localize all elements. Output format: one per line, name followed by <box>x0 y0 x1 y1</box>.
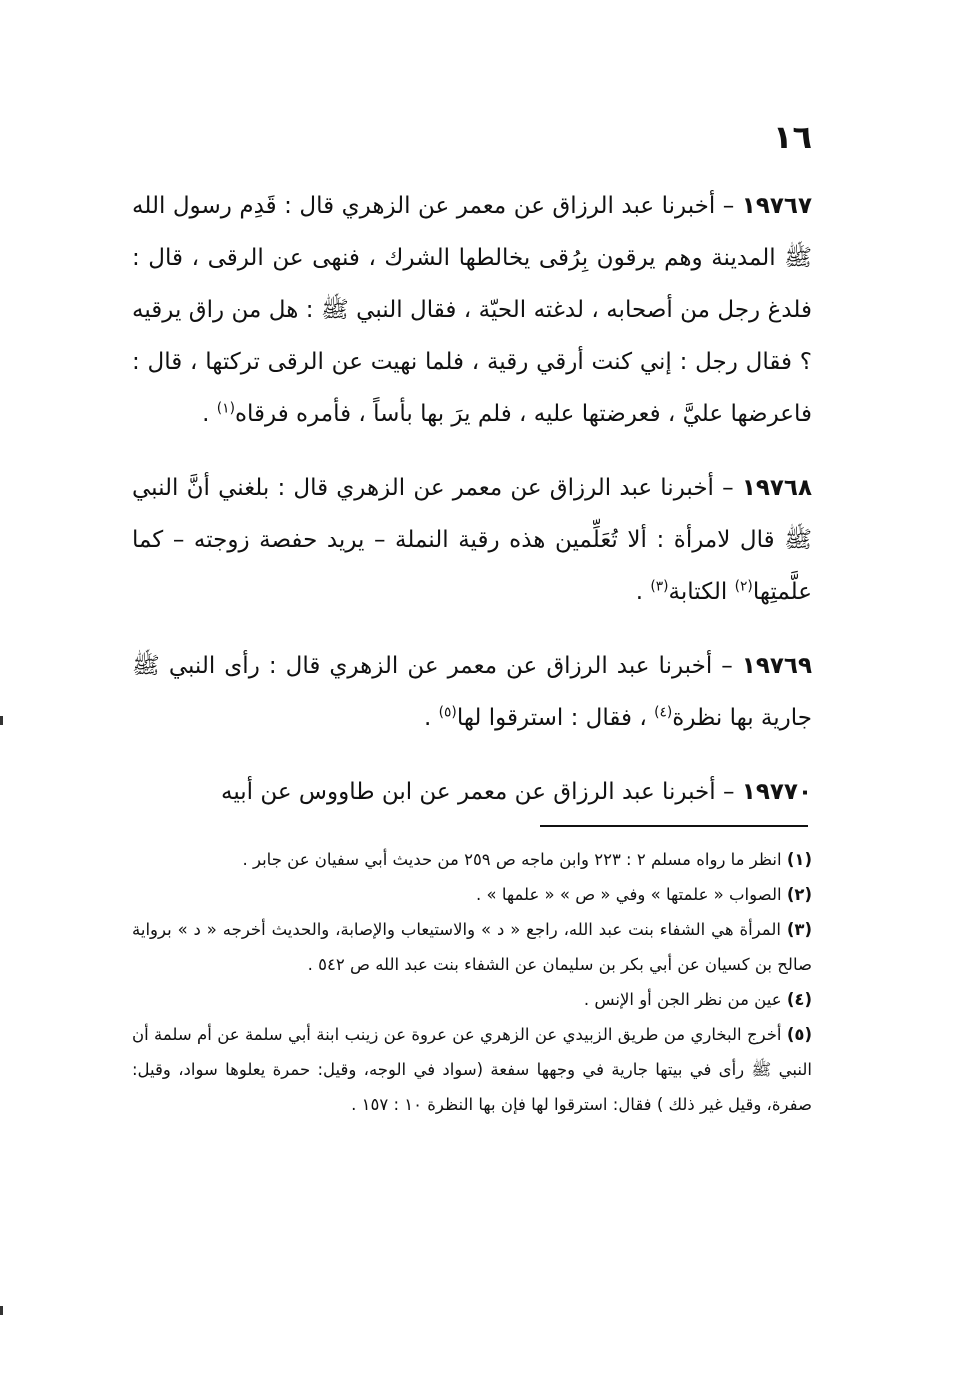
footnote-separator <box>540 825 808 827</box>
footnote-number: (١) <box>786 850 812 869</box>
footnote-ref: (٢) <box>734 578 753 595</box>
footnote-text: أخرج البخاري من طريق الزبيدي عن الزهري عن عروة عن زينب ابنة أبي سلمة عن أم سلمة أن النبي ﷺ رأى في بيتها جارية في وجهها سفعة (سواد في الوجه، وقيل: حمرة يعلوها سواد، وقيل: صفرة، وقيل غير ذلك ) فقال: استرقوا لها فإن بها النظرة ١٠ : ١٥٧ . <box>132 1025 812 1114</box>
scan-mark <box>0 1306 3 1315</box>
footnote-text: انظر ما رواه مسلم ٢ : ٢٢٣ وابن ماجه ص ٢٥٩ من حديث أبي سفيان عن جابر . <box>242 850 782 869</box>
footnote-number: (٥) <box>786 1025 812 1044</box>
footnote-text: الصواب « علمتها » وفي « ص » « علمها » . <box>476 885 782 904</box>
page-number: ١٦ <box>772 118 812 156</box>
hadith-tail: . <box>635 579 651 605</box>
hadith-tail: . <box>423 705 439 731</box>
hadith-text: – أخبرنا عبد الرزاق عن معمر عن الزهري قال : بلغني أنَّ النبي ﷺ قال لامرأة : ألا تُعَلِّمين هذه رقية النملة – يريد حفصة زوجته – كما علَّمتِها <box>132 475 812 605</box>
hadith-text-continued: الكتابة <box>668 579 735 605</box>
hadith-text: – أخبرنا عبد الرزاق عن معمر عن الزهري قال : قَدِم رسول الله ﷺ المدينة وهم يرقون بِرُقى يخالطها الشرك ، فنهى عن الرقى ، قال : فلدغ رجل من أصحابه ، لدغته الحيّة ، فقال النبي ﷺ : هل من راق يرقيه ؟ فقال رجل : إني كنت أرقي رقية ، فلما نهيت عن الرقى تركتها ، قال : فاعرضها عليَّ ، فعرضتها عليه ، فلم يرَ بها بأساً ، فأمره فرقاه <box>132 193 812 427</box>
main-text <box>132 180 812 840</box>
hadith-19769 <box>132 640 812 744</box>
footnote-number: (٢) <box>786 885 812 904</box>
hadith-text-continued: ، فقال : استرقوا لها <box>456 705 655 731</box>
footnote-4 <box>132 982 812 1017</box>
scan-mark <box>0 716 3 725</box>
hadith-tail: . <box>202 401 217 427</box>
footnote-number: (٣) <box>786 920 812 939</box>
footnote-2 <box>132 877 812 912</box>
footnote-ref: (١) <box>216 400 235 417</box>
footnote-text: المرأة هي الشفاء بنت عبد الله، راجع « د » والاستيعاب والإصابة، والحديث أخرجه « د » برواية صالح بن كسيان عن أبي بكر بن سليمان عن الشفاء بنت عبد الله ص ٥٤٢ . <box>132 920 812 974</box>
footnote-ref: (٤) <box>654 704 673 721</box>
footnote-ref: (٣) <box>650 578 669 595</box>
hadith-number: ١٩٧٦٩ <box>741 653 812 679</box>
footnote-ref: (٥) <box>438 704 457 721</box>
hadith-text: – أخبرنا عبد الرزاق عن معمر عن ابن طاووس عن أبيه <box>220 779 735 805</box>
footnote-5 <box>132 1017 812 1122</box>
hadith-text: – أخبرنا عبد الرزاق عن معمر عن الزهري قال : رأى النبي ﷺ جارية بها نظرة <box>132 653 812 731</box>
hadith-19767 <box>132 180 812 440</box>
footnote-text: عين من نظر الجن أو الإنس . <box>583 990 782 1009</box>
hadith-number: ١٩٧٦٧ <box>741 193 812 219</box>
hadith-number: ١٩٧٦٨ <box>741 475 813 501</box>
footnote-number: (٤) <box>786 990 812 1009</box>
footnote-1 <box>132 842 812 877</box>
hadith-19770 <box>132 766 812 818</box>
hadith-number: ١٩٧٧٠ <box>741 779 812 805</box>
footnote-3 <box>132 912 812 982</box>
footnotes <box>132 842 812 1122</box>
hadith-19768 <box>132 462 812 618</box>
